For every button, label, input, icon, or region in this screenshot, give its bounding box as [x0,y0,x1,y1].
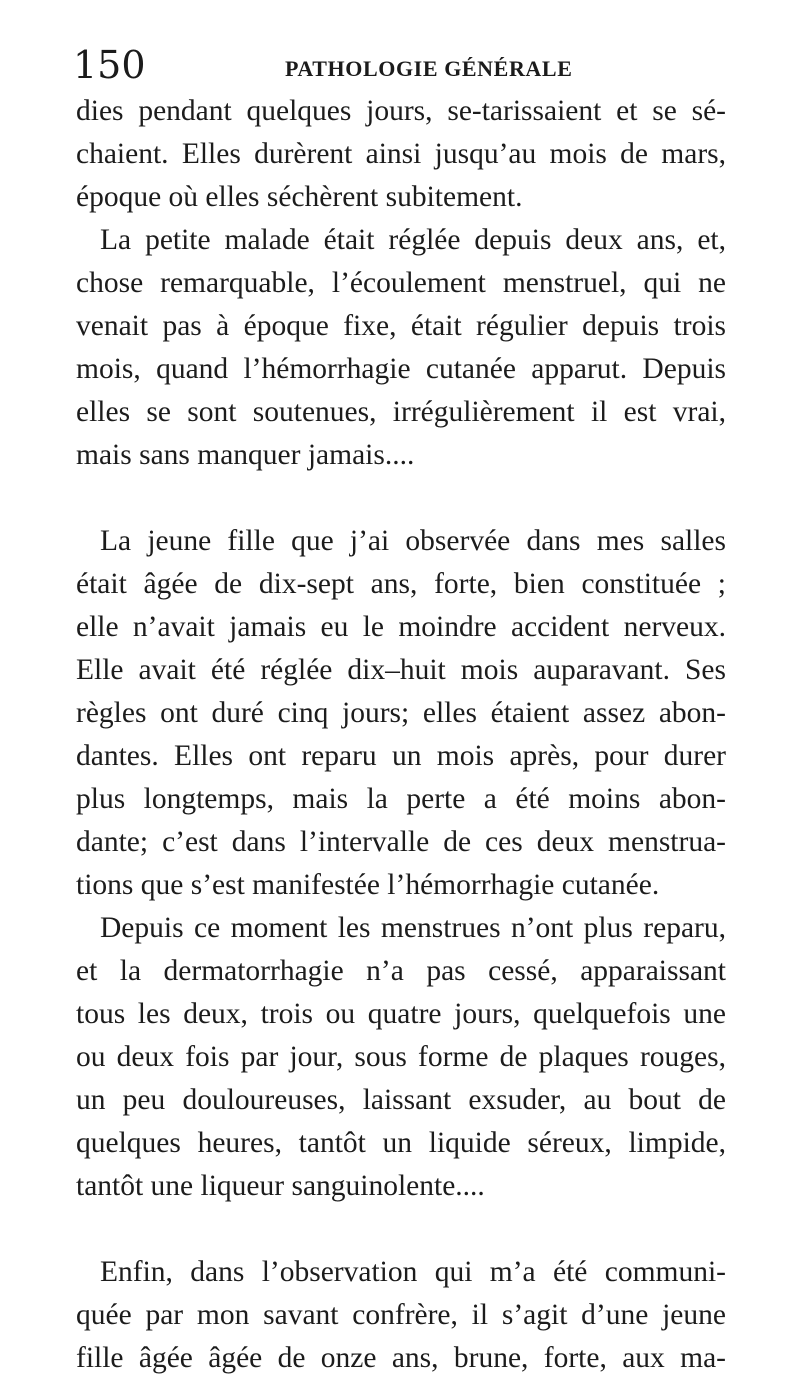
text-line: dies pendant quelques jours, se-tarissaient et se sé- [76,95,726,127]
page-number: 150 [73,43,146,87]
text-line: quelques heures, tantôt un liquide séreux, limpide, [76,1127,726,1159]
text-line: tantôt une liqueur sanguinolente.... [76,1170,485,1202]
text-line: Enfin, dans l’observation qui m’a été communi- [100,1256,726,1288]
text-line: dante; c’est dans l’intervalle de ces deux menstrua- [76,826,726,858]
text-line: La jeune fille que j’ai observée dans mes salles [100,525,726,557]
text-line: était âgée de dix-sept ans, forte, bien constituée ; [76,568,726,600]
text-line: La petite malade était réglée depuis deux ans, et, [100,224,726,256]
text-line: plus longtemps, mais la perte a été moins abon- [76,783,726,815]
text-line: mais sans manquer jamais.... [76,439,415,471]
text-line: tions que s’est manifestée l’hémorrhagie cutanée. [76,869,660,901]
text-line: et la dermatorrhagie n’a pas cessé, apparaissant [76,955,726,987]
paragraph-gap [76,477,726,520]
text-line: chose remarquable, l’écoulement menstruel, qui ne [76,267,726,299]
text-line: ou deux fois par jour, sous forme de plaques rouges, [76,1041,726,1073]
running-title: PATHOLOGIE GÉNÉRALE [285,56,573,81]
text-line: Elle avait été réglée dix–huit mois auparavant. Ses [76,654,726,686]
text-line: un peu douloureuses, laissant exsuder, au bout de [76,1084,726,1116]
paragraph-gap [76,1208,726,1251]
text-line: règles ont duré cinq jours; elles étaient assez abon- [76,697,726,729]
text-line: dantes. Elles ont reparu un mois après, pour durer [76,740,726,772]
text-line: fille âgée âgée de onze ans, brune, forte, aux ma- [76,1342,726,1374]
body-text [76,90,726,1380]
text-line: venait pas à époque fixe, était régulier depuis trois [76,310,726,342]
text-line: elle n’avait jamais eu le moindre accident nerveux. [76,611,726,643]
text-line: mois, quand l’hémorrhagie cutanée apparut. Depuis [76,353,726,385]
text-line: Depuis ce moment les menstrues n’ont plus reparu, [100,912,726,944]
text-line: elles se sont soutenues, irrégulièrement il est vrai, [76,396,726,428]
text-line: chaient. Elles durèrent ainsi jusqu’au mois de mars, [76,138,726,170]
text-line: époque où elles séchèrent subitement. [76,181,523,213]
text-line: tous les deux, trois ou quatre jours, quelquefois une [76,998,726,1030]
text-line: quée par mon savant confrère, il s’agit d’une jeune [76,1299,726,1331]
